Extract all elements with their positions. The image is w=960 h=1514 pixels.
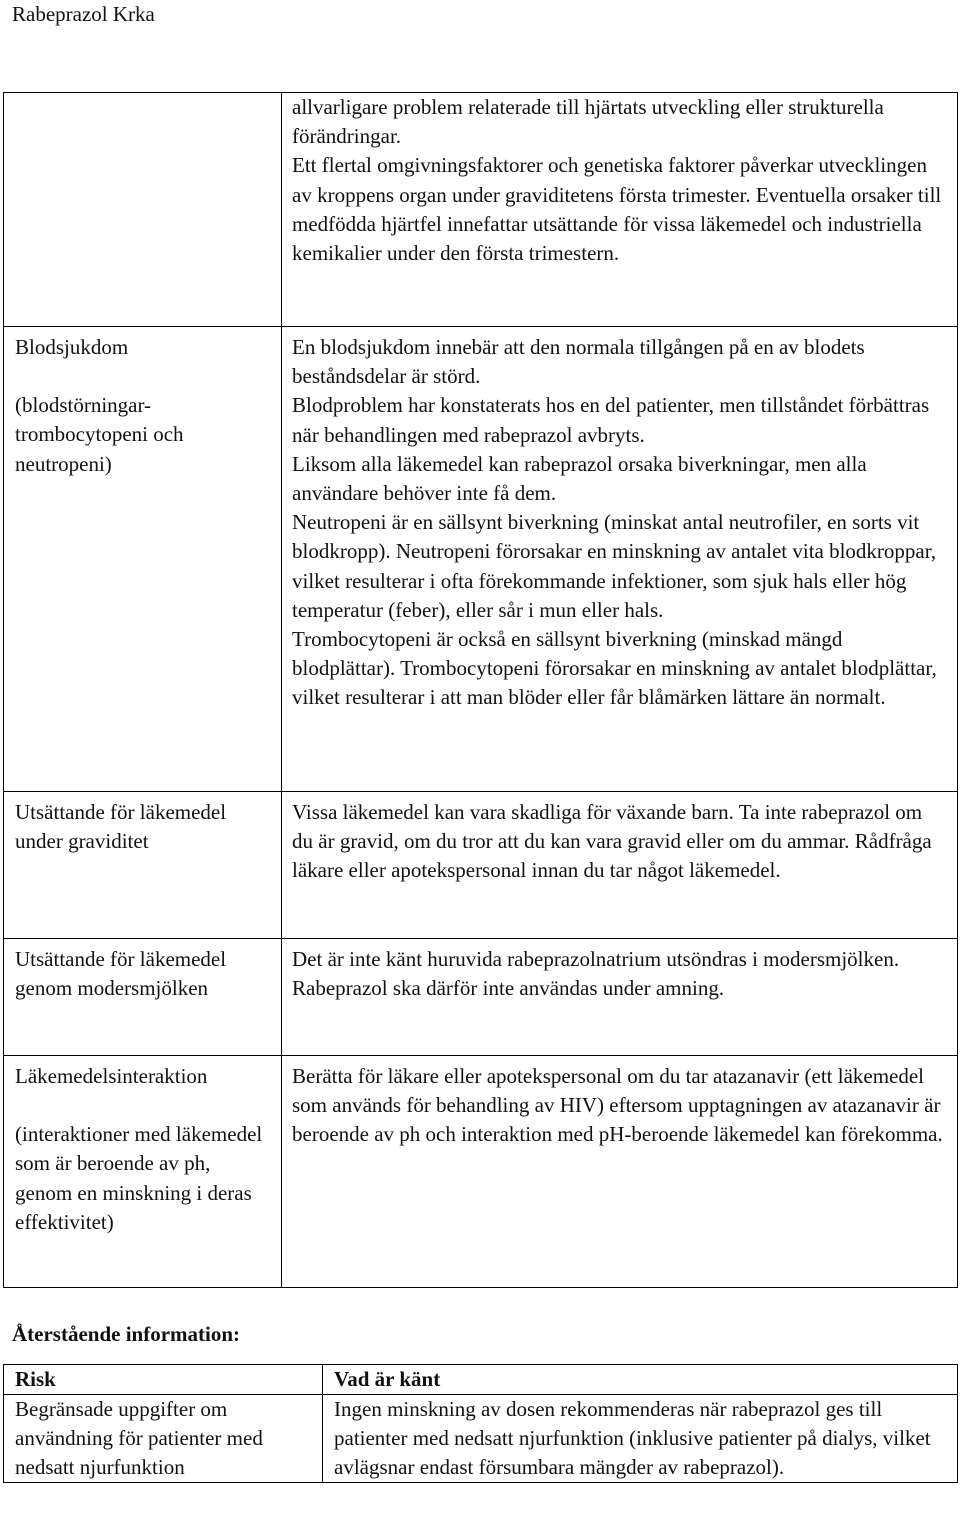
table-row: [4, 1395, 958, 1483]
paragraph: Blodproblem har konstaterats hos en del patienter, men tillståndet förbättras när behandlingen med rabeprazol avbryts.: [292, 393, 930, 447]
paragraph: Trombocytopeni är också en sällsynt biverkning (minskad mängd blodplättar). Trombocytopeni förorsakar en minskning av antalet blodplättar, vilket resulterar i att man blöder eller får blåmärken lättare än normalt.: [292, 627, 937, 710]
table-row: [4, 792, 958, 939]
table-row: [4, 327, 958, 792]
risk-cell: [4, 792, 282, 939]
risk-label: Utsättande för läkemedel genom modersmjölken: [15, 947, 227, 1001]
paragraph: Liksom alla läkemedel kan rabeprazol orsaka biverkningar, men alla användare behöver inte få dem.: [292, 451, 867, 506]
column-header-known: Vad är känt: [323, 1365, 958, 1395]
column-header-risk: Risk: [4, 1365, 323, 1395]
table-row: [4, 939, 958, 1056]
paragraph: Vissa läkemedel kan vara skadliga för växande barn. Ta inte rabeprazol om du är gravid, om du tror att du kan vara gravid eller om du ammar. Rådfråga läkare eller apotekspersonal innan du tar något läkemedel.: [292, 800, 932, 883]
table-header-row: [4, 1365, 958, 1395]
remaining-information-table: [3, 1364, 958, 1483]
risk-detail: (blodstörningar-trombocytopeni och neutropeni): [15, 393, 184, 476]
table-row: [4, 1056, 958, 1288]
paragraph: Ett flertal omgivningsfaktorer och genetiska faktorer påverkar utvecklingen av kroppens organ under graviditetens första trimester. Eventuella orsaker till medfödda hjärtfel innefattar utsättande för vissa läkemedel och industriella kemikalier under den första trimestern.: [292, 153, 942, 266]
description-cell: [282, 1056, 958, 1288]
risk-detail: (interaktioner med läkemedel som är beroende av ph, genom en minskning i deras effektivitet): [15, 1122, 263, 1234]
risk-cell: [4, 327, 282, 792]
description-cell: [282, 93, 958, 327]
description-cell: [282, 327, 958, 792]
paragraph: En blodsjukdom innebär att den normala tillgången på en av blodets beståndsdelar är störd.: [292, 335, 865, 389]
paragraph: Berätta för läkare eller apotekspersonal om du tar atazanavir (ett läkemedel som används för behandling av HIV) eftersom upptagningen av atazanavir är beroende av ph och interaktion med pH-beroende läkemedel kan förekomma.: [292, 1064, 943, 1147]
paragraph: allvarligare problem relaterade till hjärtats utveckling eller strukturella förändringar.: [292, 95, 884, 149]
remaining-information-heading: Återstående information:: [12, 1322, 241, 1346]
description-cell: [282, 939, 958, 1056]
main-information-table: [3, 92, 958, 1288]
table-row: [4, 93, 958, 327]
risk-cell: [4, 93, 282, 327]
paragraph: Det är inte känt huruvida rabeprazolnatrium utsöndras i modersmjölken. Rabeprazol ska därför inte användas under amning.: [292, 947, 900, 1001]
document-header-title: Rabeprazol Krka: [12, 2, 155, 26]
risk-cell: Begränsade uppgifter om användning för patienter med nedsatt njurfunktion: [4, 1395, 323, 1483]
known-cell: Ingen minskning av dosen rekommenderas när rabeprazol ges till patienter med nedsatt njurfunktion (inklusive patienter på dialys, vilket avlägsnar endast försumbara mängder av rabeprazol).: [323, 1395, 958, 1483]
risk-label: Läkemedelsinteraktion: [15, 1064, 208, 1088]
risk-label: Blodsjukdom: [15, 335, 129, 359]
paragraph: Neutropeni är en sällsynt biverkning (minskat antal neutrofiler, en sorts vit blodkropp). Neutropeni förorsakar en minskning av antalet vita blodkroppar, vilket resulterar i ofta förekommande infektioner, som sjuk hals eller hög temperatur (feber), eller sår i mun eller hals.: [292, 510, 937, 622]
risk-cell: [4, 939, 282, 1056]
risk-cell: [4, 1056, 282, 1288]
description-cell: [282, 792, 958, 939]
risk-label: Utsättande för läkemedel under graviditet: [15, 800, 227, 854]
